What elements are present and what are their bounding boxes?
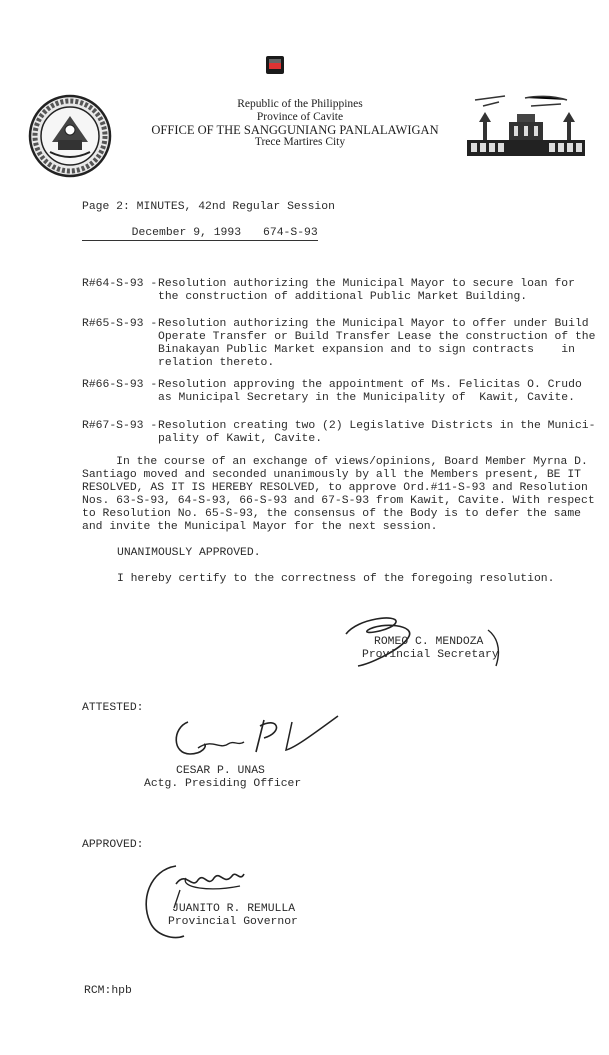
unanimous-approval: UNANIMOUSLY APPROVED. (117, 547, 261, 559)
resolution-id: R#66-S-93 - (82, 379, 158, 391)
resolution-text-line: Resolution creating two (2) Legislative Districts in the Munici- (158, 420, 596, 432)
paragraph-line: Nos. 63-S-93, 64-S-93, 66-S-93 and 67-S-93 from Kawit, Cavite. With respect (82, 495, 595, 507)
certification-statement: I hereby certify to the correctness of the foregoing resolution. (117, 573, 555, 585)
resolution-text-line: the construction of additional Public Market Building. (158, 291, 528, 303)
resolution-id: R#67-S-93 - (82, 420, 158, 432)
page-reference-line2 (82, 214, 318, 241)
paragraph-line: RESOLVED, AS IT IS HEREBY RESOLVED, to approve Ord.#11-S-93 and Resolution (82, 482, 588, 494)
resolution-text-line: Binakayan Public Market expansion and to sign contracts in (158, 344, 575, 356)
secretary-title: Provincial Secretary (362, 649, 499, 661)
resolution-item (82, 318, 602, 379)
resolution-text-line: pality of Kawit, Cavite. (158, 433, 323, 445)
body-paragraph (82, 456, 595, 534)
presiding-officer-title: Actg. Presiding Officer (144, 778, 302, 790)
governor-signature-icon (140, 860, 280, 944)
paragraph-line: Santiago moved and seconded unanimously by all the Members present, BE IT (82, 469, 581, 481)
approved-label: APPROVED: (82, 839, 144, 851)
resolution-item (82, 379, 602, 420)
presiding-officer-name: CESAR P. UNAS (176, 765, 265, 777)
header-city: Trece Martires City (254, 136, 346, 148)
top-emblem-icon (265, 55, 285, 75)
paragraph-line: and invite the Municipal Mayor for the next session. (82, 521, 438, 533)
page-reference: Page 2: MINUTES, 42nd Regular Session (82, 201, 335, 213)
typist-initials: RCM:hpb (84, 985, 132, 997)
presiding-officer-signature-icon (168, 708, 348, 764)
header-province: Province of Cavite (256, 111, 344, 123)
resolution-text-line: Resolution approving the appointment of Ms. Felicitas O. Crudo (158, 379, 582, 391)
resolution-id: R#65-S-93 - (82, 318, 158, 330)
capitol-building-icon (465, 92, 587, 162)
resolution-text-line: as Municipal Secretary in the Municipality of Kawit, Cavite. (158, 392, 575, 404)
provincial-seal-icon (28, 94, 112, 178)
governor-title: Provincial Governor (168, 916, 298, 928)
session-date: December 9, 1993 (131, 227, 242, 239)
resolution-item (82, 420, 602, 454)
governor-name: JUANITO R. REMULLA (172, 903, 296, 915)
paragraph-line: In the course of an exchange of views/opinions, Board Member Myrna D. (82, 456, 588, 468)
header-office: OFFICE OF THE SANGGUNIANG PANLALAWIGAN (151, 123, 439, 137)
resolution-list (82, 278, 602, 454)
resolution-text-line: relation thereto. (158, 357, 275, 369)
resolution-id: R#64-S-93 - (82, 278, 158, 290)
resolution-text-line: Resolution authorizing the Municipal Mayor to offer under Build (158, 318, 589, 330)
secretary-name: ROMEO C. MENDOZA (374, 636, 484, 648)
resolution-item (82, 278, 602, 318)
resolution-text-line: Resolution authorizing the Municipal Mayor to secure loan for (158, 278, 575, 290)
paragraph-line: to Resolution No. 65-S-93, the consensus of the Body is to defer the same (82, 508, 581, 520)
attested-label: ATTESTED: (82, 702, 144, 714)
resolution-text-line: Operate Transfer or Build Transfer Lease the construction of the (158, 331, 596, 343)
header-republic: Republic of the Philippines (237, 98, 363, 110)
minutes-number: 674-S-93 (263, 227, 318, 239)
